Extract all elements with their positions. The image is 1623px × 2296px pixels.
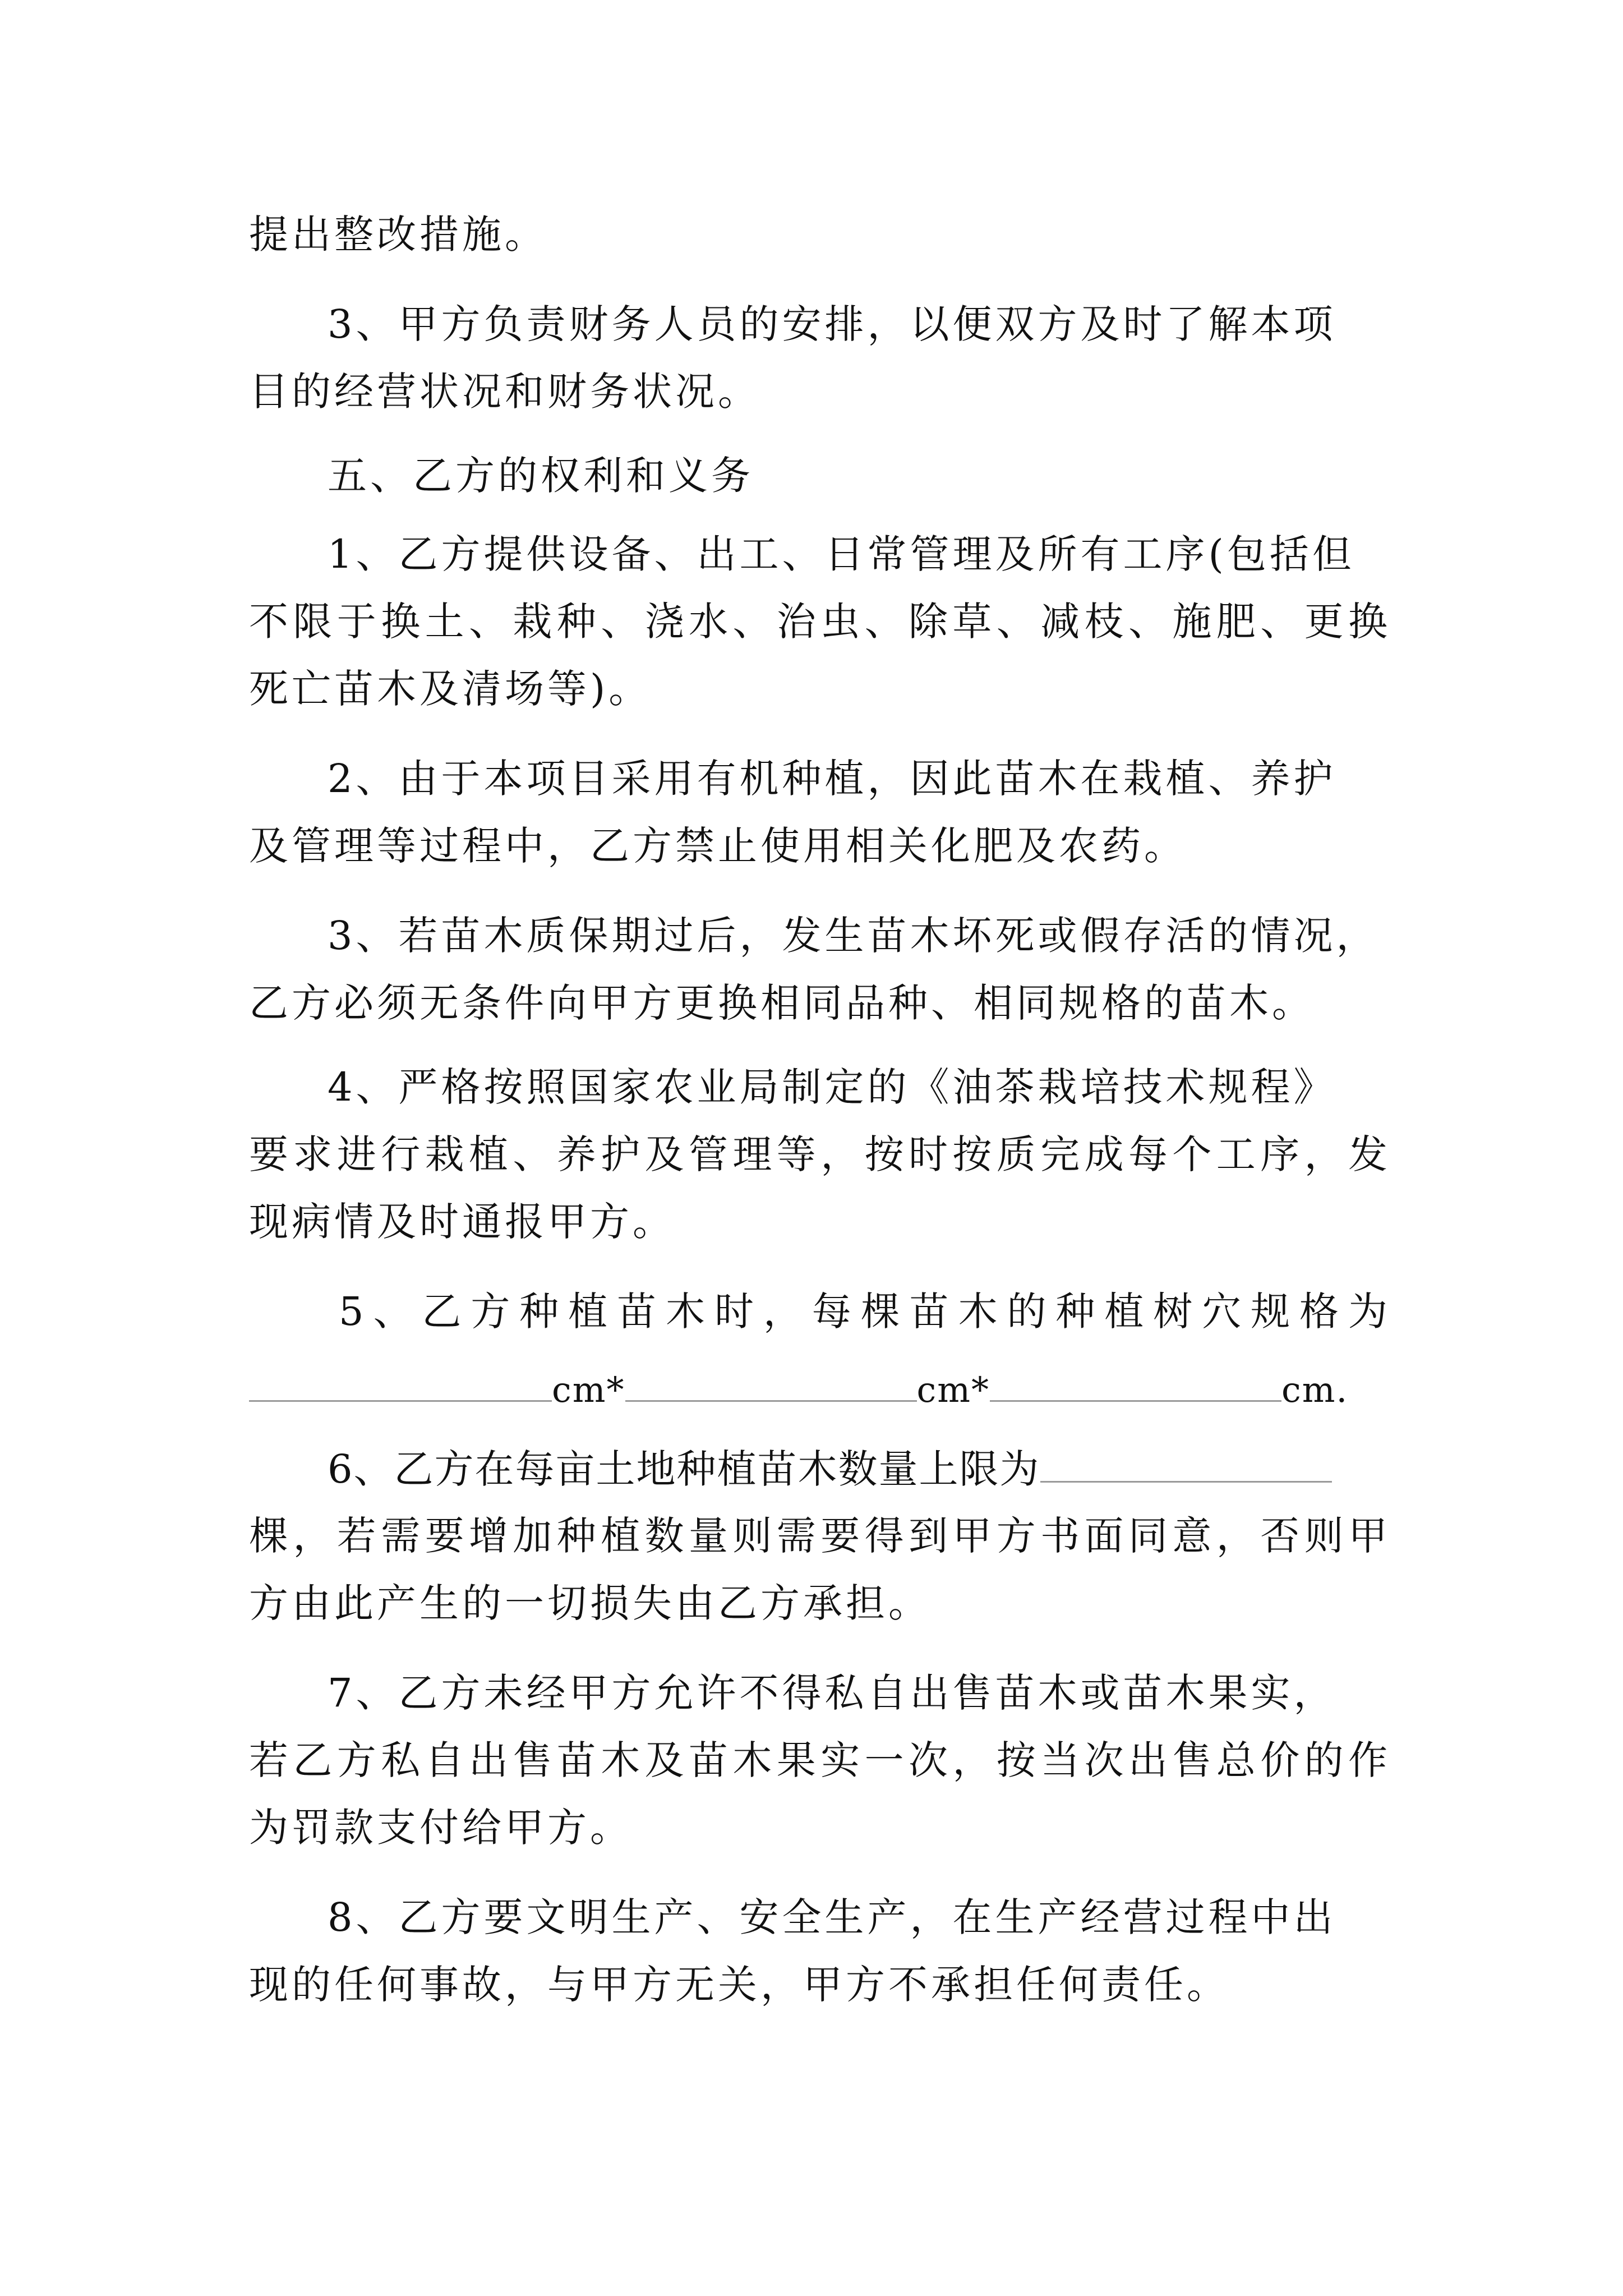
paragraph-line: 8、乙方要文明生产、安全生产，在生产经营过程中出 [328,1894,1336,1940]
paragraph-line: 现病情及时通报甲方。 [249,1199,675,1245]
paragraph-line: 现的任何事故，与甲方无关，甲方不承担任何责任。 [249,1962,1229,2008]
paragraph-line: 方由此产生的一切损失由乙方承担。 [249,1580,931,1626]
unit-label: cm* [916,1369,990,1410]
fill-blank-3[interactable] [990,1356,1281,1402]
section-heading: 五、乙方的权利和义务 [328,453,754,499]
paragraph-line: 为罚款支付给甲方。 [249,1805,633,1851]
paragraph-line: 5、乙方种植苗木时，每棵苗木的种植树穴规格为 [339,1289,1387,1335]
unit-label: cm* [552,1369,625,1410]
paragraph-line [328,1441,1387,1497]
paragraph-line: 3、甲方负责财务人员的安排，以便双方及时了解本项 [328,301,1336,347]
paragraph-line: 要求进行栽植、养护及管理等，按时按质完成每个工序，发 [249,1131,1387,1177]
paragraph-line: 4、严格按照国家农业局制定的《油茶栽培技术规程》 [328,1064,1336,1110]
fill-blank-quantity[interactable] [1040,1441,1332,1483]
paragraph-line: 提出整改措施。 [249,211,547,257]
paragraph-line: 棵，若需要增加种植数量则需要得到甲方书面同意，否则甲 [249,1513,1387,1559]
paragraph-line: 3、若苗木质保期过后，发生苗木坏死或假存活的情况， [328,913,1379,959]
paragraph-text: 6、乙方在每亩土地种植苗木数量上限为 [328,1446,1040,1492]
paragraph-line: 1、乙方提供设备、出工、日常管理及所有工序(包括但 [328,531,1355,577]
fill-blank-2[interactable] [625,1356,917,1402]
paragraph-line: 若乙方私自出售苗木及苗木果实一次，按当次出售总价的作 [249,1737,1387,1783]
paragraph-line: 及管理等过程中，乙方禁止使用相关化肥及农药。 [249,823,1187,869]
paragraph-line: 7、乙方未经甲方允许不得私自出售苗木或苗木果实， [328,1670,1336,1716]
paragraph-line: 目的经营状况和财务状况。 [249,369,760,415]
paragraph-line: 不限于换土、栽种、浇水、治虫、除草、减枝、施肥、更换 [249,599,1387,645]
fill-blank-1[interactable] [249,1356,552,1402]
unit-label: cm. [1281,1369,1349,1410]
paragraph-line: 乙方必须无条件向甲方更换相同品种、相同规格的苗木。 [249,980,1315,1026]
dimension-blanks [249,1356,1348,1412]
paragraph-line: 2、由于本项目采用有机种植，因此苗木在栽植、养护 [328,756,1336,802]
paragraph-line: 死亡苗木及清场等)。 [249,666,652,712]
